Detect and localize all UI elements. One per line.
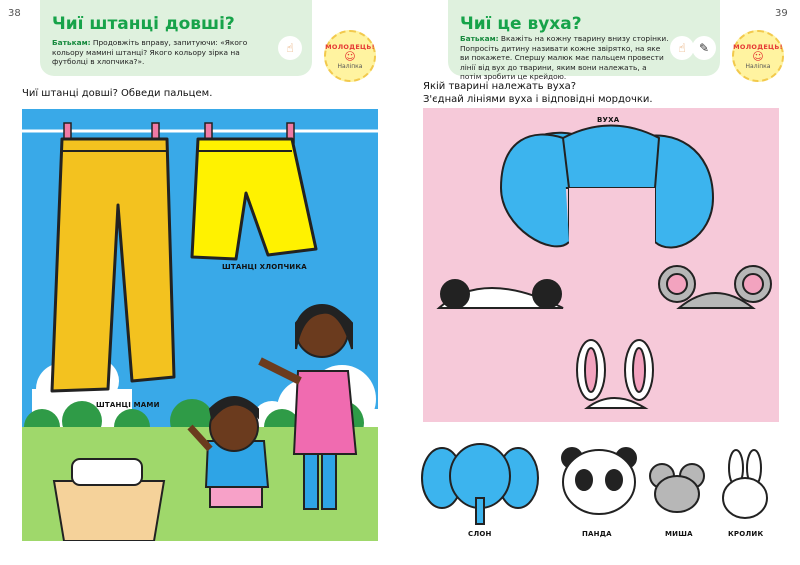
right-instruction-1: Якій тварині належать вуха? [423,81,577,92]
page-number-right: 39 [775,8,788,19]
left-title: Чиї штанці довші? [52,14,235,34]
animal-label-mouse: МИША [665,530,693,538]
animal-label-rabbit: КРОЛИК [728,530,764,538]
crayon-icon: ✎ [692,36,716,60]
rabbit-face [723,450,767,518]
animal-label-elephant: СЛОН [468,530,492,538]
laundry-illustration [22,109,378,541]
left-parent-note [52,38,272,67]
smiley-icon: ☺ [344,49,356,63]
panda-face [562,448,636,514]
right-header [448,0,720,81]
right-instruction-2: З'єднай лініями вуха і відповідні мордочки. [423,94,653,105]
left-badge [324,30,376,82]
page-number-left: 38 [8,8,21,19]
badge-top-text: МОЛОДЕЦЬ! [733,42,783,51]
ears-panel [423,108,779,422]
elephant-face [422,444,538,524]
laundry-basket [54,481,164,541]
animal-label-panda: ПАНДА [582,530,612,538]
right-badge [732,30,784,82]
right-note-text: Вкажіть на кожну тварину внизу сторінки. Попросіть дитину називати кожне звірятко, на яке ви покажете. Спершу малюк має пальцем провести лінії від вух до тварини, яким вони належать, а потім зробити це крейдою. [460,34,669,81]
left-header [40,0,312,76]
right-parent-note [460,34,670,82]
hand-icon: ☝ [278,36,302,60]
label-mom-pants: ШТАНЦІ МАМИ [96,401,160,409]
mouse-face [650,464,704,512]
label-boy-pants: ШТАНЦІ ХЛОПЧИКА [222,263,307,271]
left-note-text: Продовжіть вправу, запитуючи: «Якого кольору мамині штанці? Якого кольору зірка на футболці в хлопчика?». [52,38,248,66]
right-note-label: Батькам: [460,34,499,43]
smiley-icon: ☺ [752,49,764,63]
badge-top-text: МОЛОДЕЦЬ! [325,42,375,51]
badge-bottom-text: Наліпка [337,62,363,70]
animal-faces [420,438,780,534]
left-instruction: Чиї штанці довші? Обведи пальцем. [22,88,213,99]
hand-icon: ☝ [670,36,694,60]
left-note-label: Батькам: [52,38,91,47]
badge-bottom-text: Наліпка [745,62,771,70]
ears-label: ВУХА [597,116,620,124]
right-title: Чиї це вуха? [460,14,582,34]
